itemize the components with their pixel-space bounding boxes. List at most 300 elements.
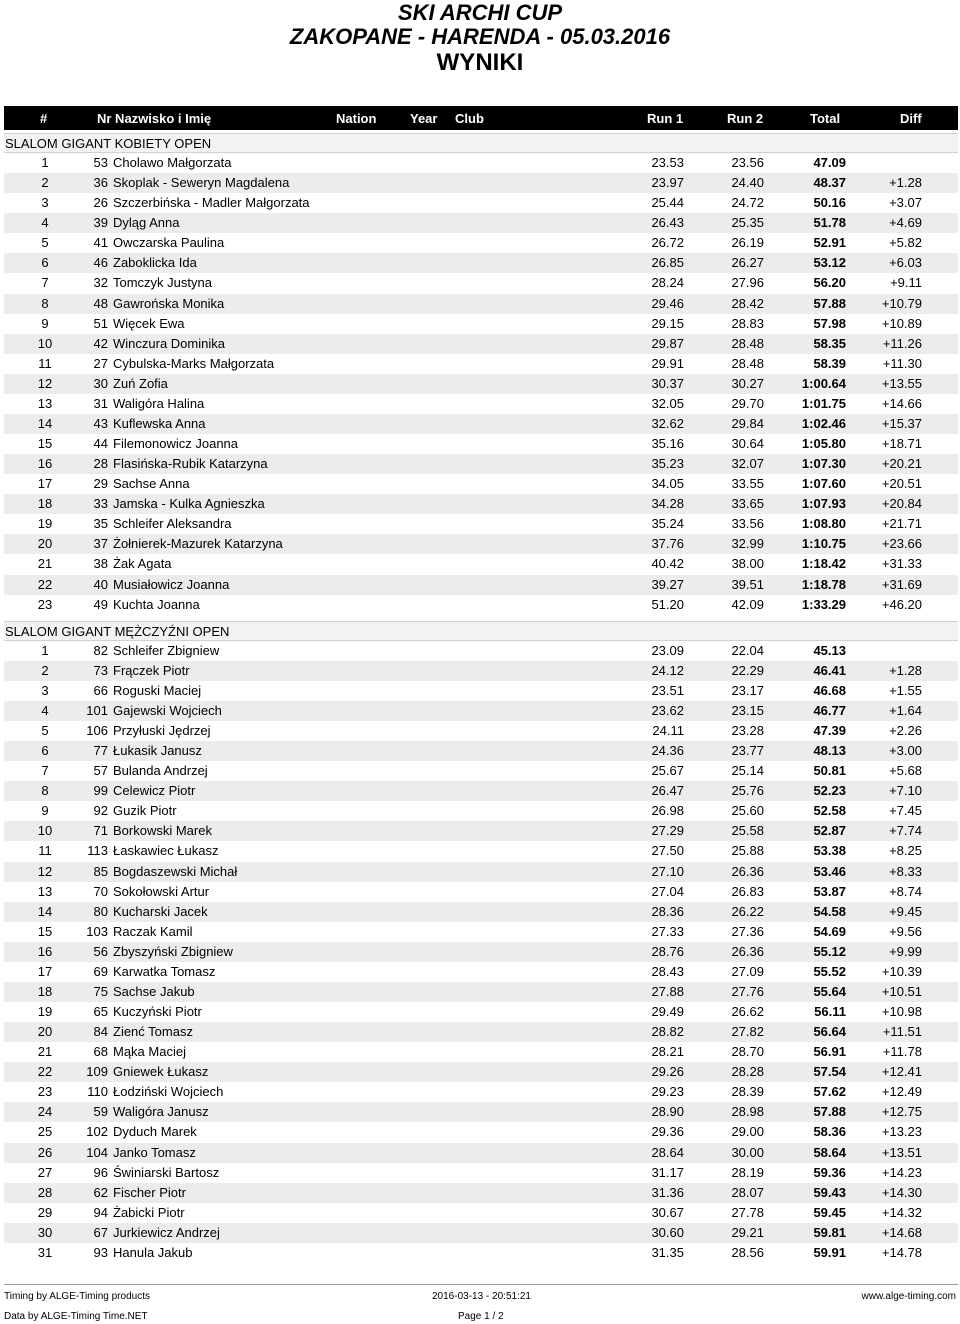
name-cell: Fischer Piotr [113, 1185, 186, 1200]
total-cell: 56.11 [814, 1004, 846, 1019]
run1-cell: 23.09 [651, 643, 684, 658]
bib-cell: 109 [86, 1064, 108, 1079]
diff-cell: +15.37 [881, 416, 922, 431]
diff-cell: +14.32 [881, 1205, 922, 1220]
diff-cell: +2.26 [889, 723, 922, 738]
table-row [4, 314, 958, 334]
name-cell: Zaboklicka Ida [113, 255, 197, 270]
rank-cell: 18 [37, 984, 53, 999]
total-cell: 55.12 [813, 944, 846, 959]
name-cell: Przyłuski Jędrzej [113, 723, 211, 738]
total-cell: 57.62 [813, 1084, 846, 1099]
run2-cell: 28.83 [731, 316, 764, 331]
name-cell: Owczarska Paulina [113, 235, 225, 250]
rank-cell: 1 [41, 155, 49, 170]
run2-cell: 33.65 [731, 496, 764, 511]
bib-cell: 44 [93, 436, 108, 451]
diff-cell: +3.00 [889, 743, 922, 758]
run2-cell: 28.28 [731, 1064, 764, 1079]
total-cell: 50.16 [813, 195, 846, 210]
total-cell: 47.39 [813, 723, 846, 738]
total-cell: 47.09 [813, 155, 846, 170]
name-cell: Bulanda Andrzej [113, 763, 208, 778]
rank-cell: 3 [41, 195, 49, 210]
run1-cell: 26.43 [651, 215, 684, 230]
rank-cell: 28 [37, 1185, 53, 1200]
diff-cell: +18.71 [881, 436, 922, 451]
diff-cell: +13.55 [881, 376, 922, 391]
run1-cell: 40.42 [651, 556, 684, 571]
rank-cell: 21 [37, 556, 53, 571]
section-header [4, 133, 958, 153]
table-row [4, 862, 958, 882]
footer-website: www.alge-timing.com [861, 1291, 956, 1302]
rank-cell: 23 [37, 597, 53, 612]
diff-cell: +11.30 [882, 356, 922, 371]
rank-cell: 1 [41, 643, 49, 658]
total-cell: 1:18.78 [801, 577, 846, 592]
name-cell: Kuflewska Anna [113, 416, 206, 431]
rank-cell: 6 [41, 255, 49, 270]
rank-cell: 14 [37, 416, 53, 431]
bib-cell: 73 [93, 663, 108, 678]
run2-cell: 28.70 [731, 1044, 764, 1059]
bib-cell: 35 [93, 516, 108, 531]
bib-cell: 69 [93, 964, 108, 979]
bib-cell: 59 [93, 1104, 108, 1119]
run2-cell: 22.29 [731, 663, 764, 678]
run1-cell: 35.24 [651, 516, 684, 531]
name-cell: Bogdaszewski Michał [113, 864, 238, 879]
total-cell: 56.64 [813, 1024, 846, 1039]
col-total: Total [810, 111, 841, 126]
rank-cell: 9 [41, 316, 49, 331]
bib-cell: 29 [93, 476, 108, 491]
footer-page: Page 1 / 2 [458, 1311, 504, 1322]
rank-cell: 20 [37, 536, 53, 551]
name-cell: Waligóra Halina [113, 396, 205, 411]
rank-cell: 4 [41, 703, 49, 718]
bib-cell: 26 [93, 195, 108, 210]
run2-cell: 29.84 [731, 416, 764, 431]
run1-cell: 31.35 [651, 1245, 684, 1260]
bib-cell: 57 [93, 763, 108, 778]
run1-cell: 29.49 [651, 1004, 684, 1019]
rank-cell: 10 [37, 336, 53, 351]
run2-cell: 29.70 [731, 396, 764, 411]
bib-cell: 80 [93, 904, 108, 919]
table-row [4, 661, 958, 681]
bib-cell: 103 [86, 924, 108, 939]
run1-cell: 30.37 [651, 376, 684, 391]
total-cell: 1:07.60 [801, 476, 846, 491]
total-cell: 53.46 [813, 864, 846, 879]
run1-cell: 35.16 [651, 436, 684, 451]
run2-cell: 24.40 [731, 175, 764, 190]
run2-cell: 23.17 [731, 683, 764, 698]
diff-cell: +10.89 [881, 316, 922, 331]
name-cell: Dyduch Marek [113, 1124, 197, 1139]
run2-cell: 28.39 [731, 1084, 764, 1099]
run2-cell: 26.36 [731, 864, 764, 879]
run1-cell: 28.90 [651, 1104, 684, 1119]
run1-cell: 28.36 [651, 904, 684, 919]
run1-cell: 39.27 [651, 577, 684, 592]
run2-cell: 39.51 [731, 577, 764, 592]
footer-data-by: Data by ALGE-Timing Time.NET [4, 1311, 148, 1322]
col-year: Year [410, 111, 438, 126]
table-row [4, 982, 958, 1002]
diff-cell: +9.45 [889, 904, 922, 919]
run1-cell: 37.76 [651, 536, 684, 551]
run2-cell: 26.22 [731, 904, 764, 919]
run1-cell: 51.20 [651, 597, 684, 612]
run1-cell: 27.50 [651, 843, 684, 858]
diff-cell: +31.69 [881, 577, 922, 592]
total-cell: 54.58 [813, 904, 846, 919]
bib-cell: 43 [93, 416, 108, 431]
table-row [4, 1102, 958, 1122]
bib-cell: 96 [93, 1165, 108, 1180]
run2-cell: 27.82 [731, 1024, 764, 1039]
name-cell: Sachse Jakub [113, 984, 195, 999]
name-cell: Janko Tomasz [113, 1145, 196, 1160]
table-row [4, 294, 958, 314]
table-row [4, 374, 958, 394]
run2-cell: 25.88 [731, 843, 764, 858]
run1-cell: 29.23 [651, 1084, 684, 1099]
bib-cell: 85 [93, 864, 108, 879]
total-cell: 1:02.46 [801, 416, 846, 431]
table-row [4, 1122, 958, 1142]
run2-cell: 42.09 [731, 597, 764, 612]
rank-cell: 22 [37, 1064, 53, 1079]
table-row [4, 595, 958, 615]
col-run1: Run 1 [647, 111, 684, 126]
run2-cell: 27.76 [731, 984, 764, 999]
section-title: SLALOM GIGANT MĘŻCZYŹNI OPEN [5, 623, 230, 639]
bib-cell: 30 [93, 376, 108, 391]
run2-cell: 26.36 [731, 944, 764, 959]
bib-cell: 104 [86, 1145, 108, 1160]
run1-cell: 28.82 [651, 1024, 684, 1039]
run1-cell: 24.12 [651, 663, 684, 678]
run1-cell: 26.47 [651, 783, 684, 798]
run1-cell: 35.23 [651, 456, 684, 471]
run2-cell: 26.27 [731, 255, 764, 270]
event-title: SKI ARCHI CUP [397, 0, 563, 25]
table-row [4, 213, 958, 233]
run2-cell: 30.64 [731, 436, 764, 451]
rank-cell: 3 [41, 683, 49, 698]
run1-cell: 31.36 [651, 1185, 684, 1200]
table-row [4, 1042, 958, 1062]
run1-cell: 24.36 [651, 743, 684, 758]
total-cell: 1:05.80 [801, 436, 846, 451]
rank-cell: 15 [37, 436, 53, 451]
run1-cell: 29.36 [651, 1124, 684, 1139]
run2-cell: 28.48 [731, 356, 764, 371]
total-cell: 1:10.75 [801, 536, 846, 551]
rank-cell: 18 [37, 496, 53, 511]
table-row [4, 394, 958, 414]
table-row [4, 1082, 958, 1102]
diff-cell: +13.23 [881, 1124, 922, 1139]
bib-cell: 99 [93, 783, 108, 798]
total-cell: 46.77 [813, 703, 846, 718]
total-cell: 57.54 [813, 1064, 846, 1079]
diff-cell: +11.51 [882, 1024, 922, 1039]
run1-cell: 23.62 [651, 703, 684, 718]
rank-cell: 2 [41, 175, 49, 190]
run1-cell: 29.91 [651, 356, 684, 371]
name-cell: Filemonowicz Joanna [113, 436, 239, 451]
run1-cell: 34.28 [651, 496, 684, 511]
bib-cell: 28 [93, 456, 108, 471]
table-row [4, 781, 958, 801]
bib-cell: 27 [93, 356, 108, 371]
run2-cell: 28.07 [731, 1185, 764, 1200]
total-cell: 58.36 [813, 1124, 846, 1139]
run1-cell: 29.87 [651, 336, 684, 351]
rank-cell: 31 [37, 1245, 53, 1260]
run2-cell: 25.35 [731, 215, 764, 230]
bib-cell: 42 [93, 336, 108, 351]
diff-cell: +5.82 [889, 235, 922, 250]
bib-cell: 94 [93, 1205, 108, 1220]
col-run2: Run 2 [727, 111, 764, 126]
total-cell: 59.43 [813, 1185, 846, 1200]
col-nation: Nation [336, 111, 377, 126]
run2-cell: 32.07 [731, 456, 764, 471]
bib-cell: 32 [93, 275, 108, 290]
table-row [4, 1062, 958, 1082]
run1-cell: 24.11 [652, 723, 684, 738]
total-cell: 59.91 [813, 1245, 846, 1260]
table-row [4, 173, 958, 193]
table-row [4, 233, 958, 253]
diff-cell: +12.49 [881, 1084, 922, 1099]
run1-cell: 23.51 [651, 683, 684, 698]
diff-cell: +8.25 [889, 843, 922, 858]
rank-cell: 12 [37, 376, 53, 391]
rank-cell: 16 [37, 944, 53, 959]
diff-cell: +14.78 [881, 1245, 922, 1260]
rank-cell: 20 [37, 1024, 53, 1039]
diff-cell: +9.11 [890, 275, 922, 290]
total-cell: 48.37 [813, 175, 846, 190]
bib-cell: 71 [93, 823, 108, 838]
diff-cell: +12.41 [881, 1064, 922, 1079]
table-row [4, 534, 958, 554]
run2-cell: 28.19 [731, 1165, 764, 1180]
footer-timing: Timing by ALGE-Timing products [4, 1291, 150, 1302]
total-cell: 53.87 [813, 884, 846, 899]
bib-cell: 48 [93, 296, 108, 311]
total-cell: 51.78 [813, 215, 846, 230]
run2-cell: 25.14 [731, 763, 764, 778]
name-cell: Zuń Zofia [113, 376, 168, 391]
name-cell: Tomczyk Justyna [113, 275, 212, 290]
table-row [4, 761, 958, 781]
run2-cell: 23.77 [731, 743, 764, 758]
bib-cell: 53 [93, 155, 108, 170]
total-cell: 55.52 [813, 964, 846, 979]
total-cell: 46.68 [813, 683, 846, 698]
rank-cell: 8 [41, 296, 49, 311]
run2-cell: 30.00 [731, 1145, 764, 1160]
name-cell: Zbyszyński Zbigniew [113, 944, 233, 959]
table-row [4, 454, 958, 474]
name-cell: Musiałowicz Joanna [113, 577, 230, 592]
name-cell: Schleifer Aleksandra [113, 516, 232, 531]
total-cell: 59.36 [813, 1165, 846, 1180]
diff-cell: +31.33 [881, 556, 922, 571]
table-row [4, 1203, 958, 1223]
run2-cell: 23.28 [731, 723, 764, 738]
name-cell: Winczura Dominika [113, 336, 225, 351]
bib-cell: 39 [93, 215, 108, 230]
run2-cell: 33.55 [731, 476, 764, 491]
table-row [4, 494, 958, 514]
total-cell: 1:18.42 [801, 556, 846, 571]
bib-cell: 51 [93, 316, 108, 331]
name-cell: Celewicz Piotr [113, 783, 196, 798]
diff-cell: +7.74 [889, 823, 922, 838]
diff-cell: +8.74 [889, 884, 922, 899]
name-cell: Więcek Ewa [113, 316, 185, 331]
bib-cell: 46 [93, 255, 108, 270]
bib-cell: 41 [93, 235, 108, 250]
bib-cell: 82 [93, 643, 108, 658]
section-header [4, 621, 958, 641]
rank-cell: 22 [37, 577, 53, 592]
run2-cell: 25.58 [731, 823, 764, 838]
diff-cell: +12.75 [881, 1104, 922, 1119]
diff-cell: +23.66 [881, 536, 922, 551]
rank-cell: 13 [37, 396, 53, 411]
run1-cell: 28.21 [651, 1044, 684, 1059]
footer-divider [4, 1284, 958, 1285]
name-cell: Dyląg Anna [113, 215, 180, 230]
name-cell: Hanula Jakub [113, 1245, 193, 1260]
section-title: SLALOM GIGANT KOBIETY OPEN [5, 136, 212, 151]
table-row [4, 1002, 958, 1022]
diff-cell: +10.39 [881, 964, 922, 979]
rank-cell: 25 [37, 1124, 53, 1139]
total-cell: 57.88 [813, 1104, 846, 1119]
bib-cell: 92 [93, 803, 108, 818]
diff-cell: +20.51 [881, 476, 922, 491]
total-cell: 52.23 [813, 783, 846, 798]
table-row [4, 942, 958, 962]
table-row [4, 474, 958, 494]
diff-cell: +6.03 [889, 255, 922, 270]
table-row [4, 1223, 958, 1243]
diff-cell: +14.68 [881, 1225, 922, 1240]
event-location-date: ZAKOPANE - HARENDA - 05.03.2016 [289, 24, 671, 49]
bib-cell: 66 [93, 683, 108, 698]
name-cell: Zienć Tomasz [113, 1024, 193, 1039]
total-cell: 52.91 [813, 235, 846, 250]
table-row [4, 414, 958, 434]
rank-cell: 11 [38, 356, 52, 371]
total-cell: 48.13 [813, 743, 846, 758]
table-row [4, 1143, 958, 1163]
rank-cell: 26 [37, 1145, 53, 1160]
rank-cell: 5 [41, 723, 49, 738]
col-rank: # [40, 111, 48, 126]
bib-cell: 49 [93, 597, 108, 612]
diff-cell: +10.98 [881, 1004, 922, 1019]
name-cell: Sachse Anna [113, 476, 190, 491]
name-cell: Skoplak - Seweryn Magdalena [113, 175, 290, 190]
total-cell: 57.88 [813, 296, 846, 311]
bib-cell: 101 [86, 703, 108, 718]
name-cell: Jamska - Kulka Agnieszka [113, 496, 265, 511]
diff-cell: +1.28 [889, 175, 922, 190]
run2-cell: 22.04 [731, 643, 764, 658]
bib-cell: 37 [93, 536, 108, 551]
total-cell: 58.39 [813, 356, 846, 371]
diff-cell: +14.30 [881, 1185, 922, 1200]
name-cell: Cholawo Małgorzata [113, 155, 232, 170]
table-row [4, 334, 958, 354]
table-row [4, 1163, 958, 1183]
total-cell: 58.64 [813, 1145, 846, 1160]
rank-cell: 23 [37, 1084, 53, 1099]
name-cell: Jurkiewicz Andrzej [113, 1225, 220, 1240]
bib-cell: 70 [93, 884, 108, 899]
bib-cell: 31 [93, 396, 108, 411]
table-row [4, 721, 958, 741]
run2-cell: 27.36 [731, 924, 764, 939]
rank-cell: 5 [41, 235, 49, 250]
rank-cell: 19 [37, 516, 53, 531]
diff-cell: +7.10 [889, 783, 922, 798]
run2-cell: 23.15 [731, 703, 764, 718]
run1-cell: 26.98 [651, 803, 684, 818]
rank-cell: 12 [37, 864, 53, 879]
bib-cell: 56 [93, 944, 108, 959]
run2-cell: 27.09 [731, 964, 764, 979]
diff-cell: +9.56 [889, 924, 922, 939]
name-cell: Łukasik Janusz [113, 743, 202, 758]
total-cell: 57.98 [813, 316, 846, 331]
rank-cell: 11 [38, 843, 52, 858]
table-row [4, 193, 958, 213]
run1-cell: 27.88 [651, 984, 684, 999]
run1-cell: 29.46 [651, 296, 684, 311]
diff-cell: +14.23 [881, 1165, 922, 1180]
total-cell: 52.87 [813, 823, 846, 838]
diff-cell: +3.07 [889, 195, 922, 210]
diff-cell: +10.51 [881, 984, 922, 999]
total-cell: 1:00.64 [801, 376, 846, 391]
total-cell: 46.41 [813, 663, 846, 678]
table-row [4, 801, 958, 821]
bib-cell: 33 [93, 496, 108, 511]
table-row [4, 1243, 958, 1263]
table-row [4, 354, 958, 374]
table-row [4, 434, 958, 454]
footer-timestamp: 2016-03-13 - 20:51:21 [432, 1291, 531, 1302]
run1-cell: 29.15 [651, 316, 684, 331]
table-row [4, 701, 958, 721]
run2-cell: 28.98 [731, 1104, 764, 1119]
diff-cell: +20.84 [881, 496, 922, 511]
total-cell: 54.69 [813, 924, 846, 939]
